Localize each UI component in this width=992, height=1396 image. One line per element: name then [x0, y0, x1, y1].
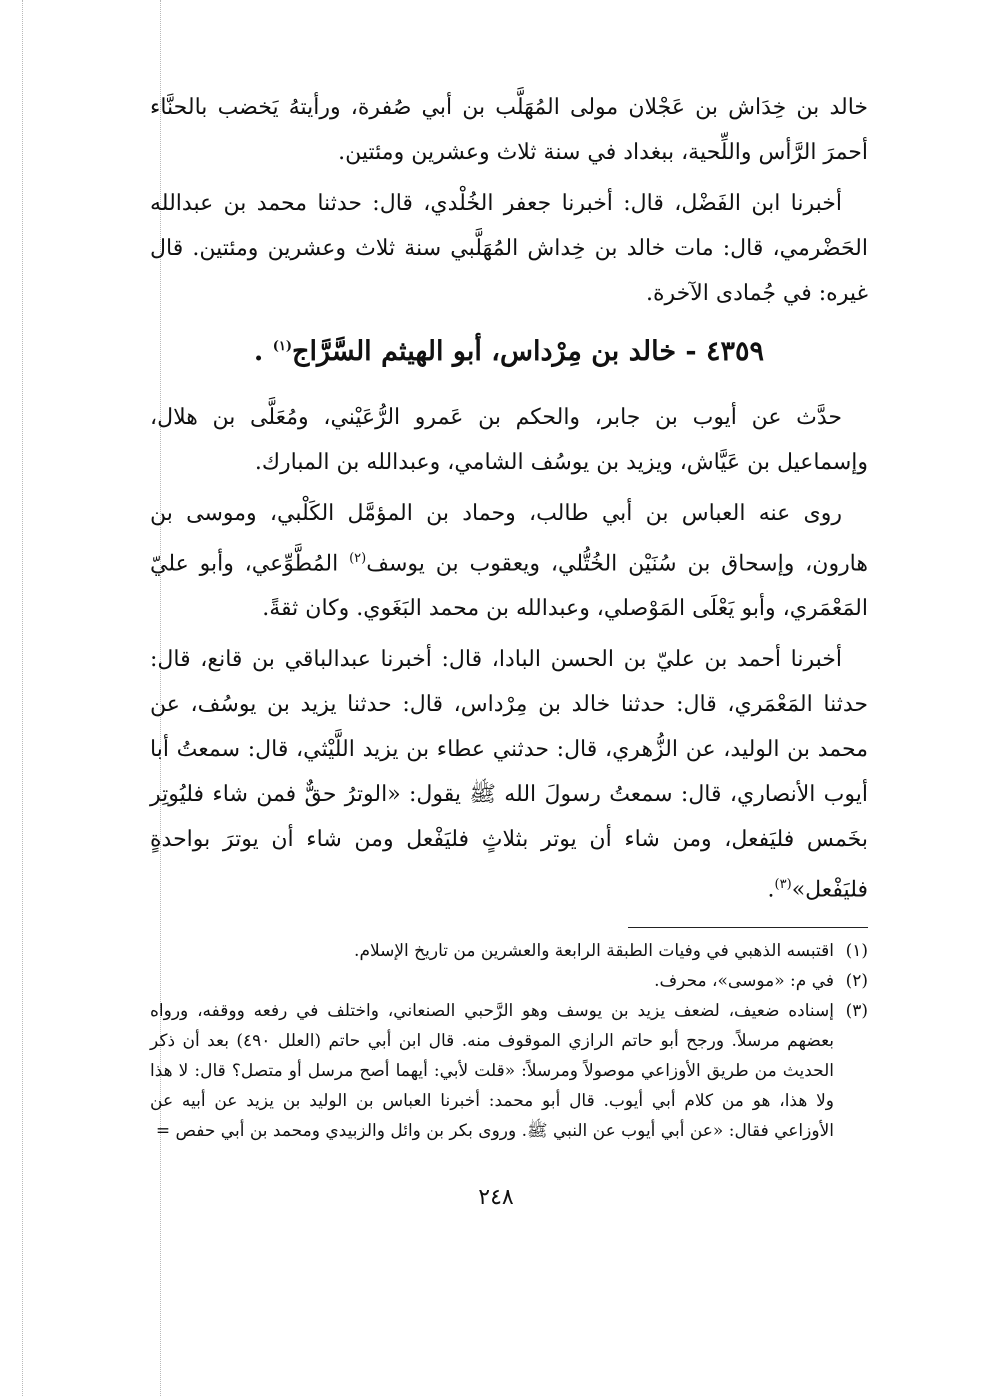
entry-paragraph-2-text-b: المُطَّوِّعي، وأبو عليّ المَعْمَري، وأبو يَعْلَى المَوْصلي، وعبدالله بن محمد البَغَوي. وكان ثقةً.: [150, 551, 868, 622]
footnote-text: إسناده ضعيف، لضعف يزيد بن يوسف وهو الرَّحبي الصنعاني، واختلف في رفعه ووقفه، ورواه بعضهم مرسلاً. ورجح أبو حاتم الرازي الموقوف منه. قال ابن أبي حاتم (العلل ٤٩٠) بعد أن ذكر الحديث من طريق الأوزاعي موصولاً ومرسلاً: «قلت لأبي: أيهما أصح مرسل أو متصل؟ قال: لا هذا ولا هذا، هو من كلام أبي أيوب. قال أبو محمد: أخبرنا العباس بن الوليد بن يزيد عن أبيه عن الأوزاعي فقال: «عن أبي أيوب عن النبي ﷺ. وروى بكر بن وائل والزبيدي ومحمد بن أبي حفص =: [150, 1000, 835, 1141]
book-page: [150, 85, 868, 1375]
footnote-text: اقتبسه الذهبي في وفيات الطبقة الرابعة والعشرين من تاريخ الإسلام.: [354, 940, 834, 961]
entry-paragraph-3: [150, 637, 868, 912]
footnote-item: [150, 966, 868, 996]
footnote-number: (١): [845, 940, 868, 961]
entry-heading: ٤٣٥٩ - خالد بن مِرْداس، أبو الهيثم السَّرَّاج$^{(١)}$ .: [253, 336, 765, 367]
footnote-marker: (١): [272, 339, 293, 354]
footnote-number: (٢): [845, 970, 868, 991]
entry-paragraph-1: حدَّث عن أيوب بن جابر، والحكم بن عَمرو الرُّعَيْني، ومُعَلَّى بن هلال، وإسماعيل بن عَيَّاش، ويزيد بن يوسُف الشامي، وعبدالله بن المبارك.: [150, 405, 868, 475]
footnote-number: (٣): [845, 1000, 868, 1021]
page-number: ٢٤٨: [478, 1185, 514, 1210]
entry-paragraph-2: [150, 491, 868, 631]
paragraph-2: أخبرنا ابن الفَضْل، قال: أخبرنا جعفر الخُلْدي، قال: حدثنا محمد بن عبدالله الحَضْرمي، قال: مات خالد بن خِداش المُهَلَّبي سنة ثلاث وعشرين ومئتين. قال غيره: في جُمادى الآخرة.: [150, 191, 868, 306]
footnote-marker: (٣): [774, 877, 792, 893]
paragraph-1: خالد بن خِدَاش بن عَجْلان مولى المُهَلَّب بن أبي صُفرة، ورأيتهُ يَخضب بالحنَّاء أحمرَ الرَّأس واللِّحية، ببغداد في سنة ثلاث وعشرين ومئتين.: [150, 95, 868, 165]
footnote-marker: (٢): [349, 551, 367, 566]
entry-title-text: خالد بن مِرْداس، أبو الهيثم السَّرَّاج: [292, 336, 677, 367]
entry-paragraph-3-text-a: أخبرنا أحمد بن عليّ بن الحسن البادا، قال: أخبرنا عبدالباقي بن قانع، قال: حدثنا المَعْمَري، قال: حدثنا خالد بن مِرْداس، قال: حدثنا يزيد بن يوسُف، عن محمد بن الوليد، عن الزُّهري، قال: حدثني عطاء بن يزيد اللَّيْثي، قال: سمعتُ أبا أيوب الأنصاري، قال: سمعتُ رسولَ الله ﷺ يقول: «الوترُ حقٌّ فمن شاء فليُوتِر بخَمس فليَفعل، ومن شاء أن يوتر بثلاثٍ فليَفْعل ومن شاء أن يوترَ بواحدةٍ فليَفْعل»: [150, 647, 868, 903]
footnote-item: [150, 936, 868, 966]
entry-number: ٤٣٥٩: [706, 336, 765, 367]
footnote-separator: [628, 927, 868, 928]
footnote-text: في م: «موسى»، محرف.: [654, 970, 834, 991]
entry-paragraph-3-text-b: .: [767, 877, 775, 903]
footnote-item: [150, 996, 868, 1146]
entry-paragraph-2-text-a: روى عنه العباس بن أبي طالب، وحماد بن المؤمَّل الكَلْبي، وموسى بن هارون، وإسحاق بن سُنَيْن الخُتُّلي، ويعقوب بن يوسف: [150, 501, 868, 577]
